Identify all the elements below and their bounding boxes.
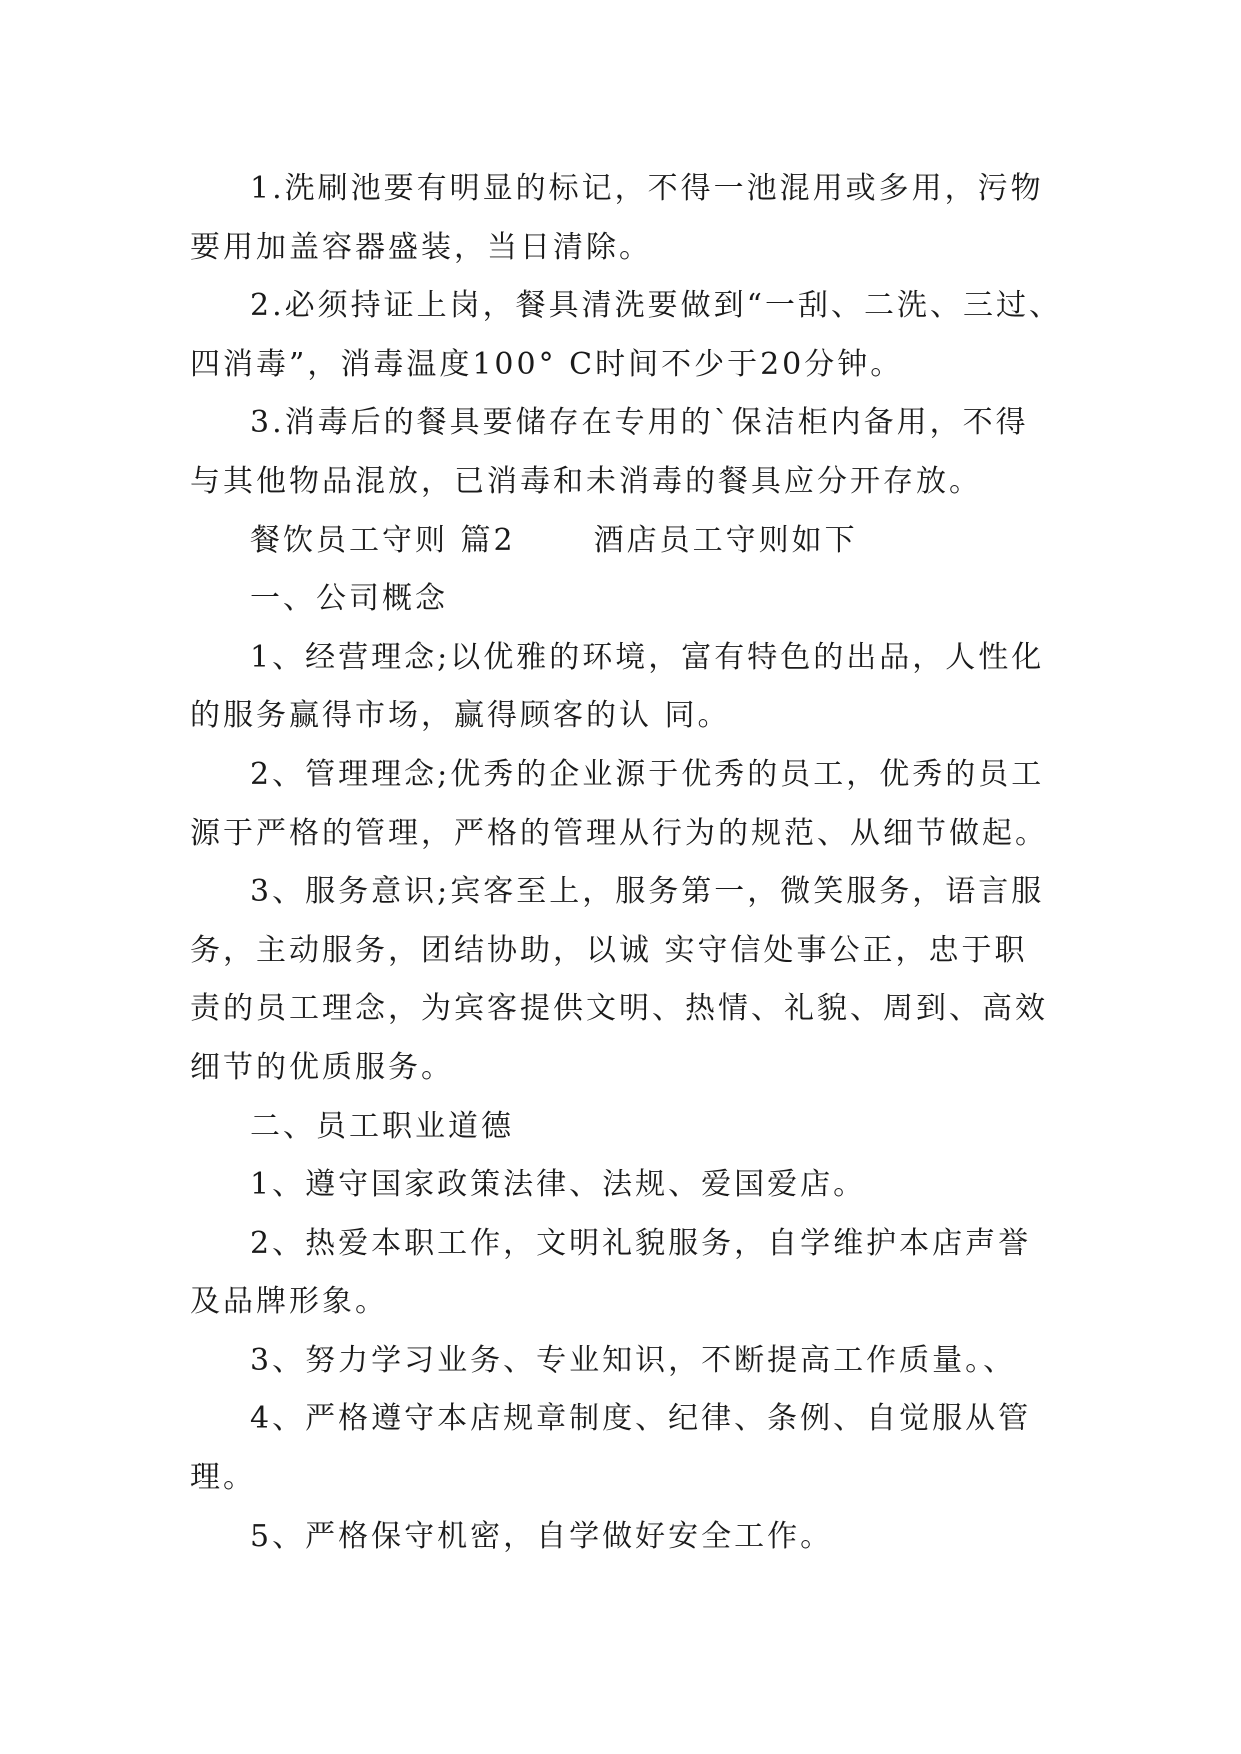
- text-line: 3.消毒后的餐具要储存在专用的`保洁柜内备用，不得: [250, 405, 1029, 441]
- text-line: 及品牌形象。: [190, 1284, 388, 1320]
- text-line: 与其他物品混放，已消毒和未消毒的餐具应分开存放。: [190, 463, 982, 499]
- text-line: 细节的优质服务。: [190, 1049, 454, 1085]
- text-line: 1、遵守国家政策法律、法规、爱国爱店。: [250, 1167, 867, 1203]
- section-heading-line: [190, 512, 1070, 571]
- text-line: 2、热爱本职工作，文明礼貌服务，自学维护本店声誉: [250, 1225, 1032, 1261]
- text-line: 4、严格遵守本店规章制度、纪律、条例、自觉服从管: [250, 1401, 1032, 1437]
- text-line: 1.洗刷池要有明显的标记，不得一池混用或多用，污物: [250, 171, 1044, 206]
- text-line: 1、经营理念;以优雅的环境，富有特色的出品，人性化: [250, 639, 1045, 675]
- document-body: [190, 160, 1070, 1566]
- text-line: 2、管理理念;优秀的企业源于优秀的员工，优秀的员工: [250, 756, 1045, 792]
- text-line: 3、努力学习业务、专业知识，不断提高工作质量。、: [250, 1342, 1017, 1378]
- text-line: 要用加盖容器盛装，当日清除。: [190, 229, 652, 265]
- section-title: 餐饮员工守则 篇2: [250, 522, 516, 558]
- text-line: 四消毒”，消毒温度100° C时间不少于20分钟。: [190, 346, 904, 382]
- chapter-heading: 二、员工职业道德: [250, 1108, 514, 1144]
- text-line: 2.必须持证上岗，餐具清洗要做到“一刮、二洗、三过、: [250, 288, 1062, 324]
- text-line: 务，主动服务，团结协助，以诚 实守信处事公正，忠于职: [190, 932, 1028, 968]
- text-line: 3、服务意识;宾客至上，服务第一，微笑服务，语言服: [250, 874, 1045, 910]
- chapter-heading: 一、公司概念: [250, 581, 448, 617]
- text-line: 的服务赢得市场，赢得顾客的认 同。: [190, 698, 731, 734]
- text-line: 理。: [190, 1460, 256, 1496]
- text-line: 5、严格保守机密，自学做好安全工作。: [250, 1518, 834, 1554]
- text-line: 责的员工理念，为宾客提供文明、热情、礼貌、周到、高效: [190, 991, 1048, 1027]
- section-subtitle: 酒店员工守则如下: [593, 522, 858, 558]
- text-line: 源于严格的管理，严格的管理从行为的规范、从细节做起。: [190, 815, 1048, 851]
